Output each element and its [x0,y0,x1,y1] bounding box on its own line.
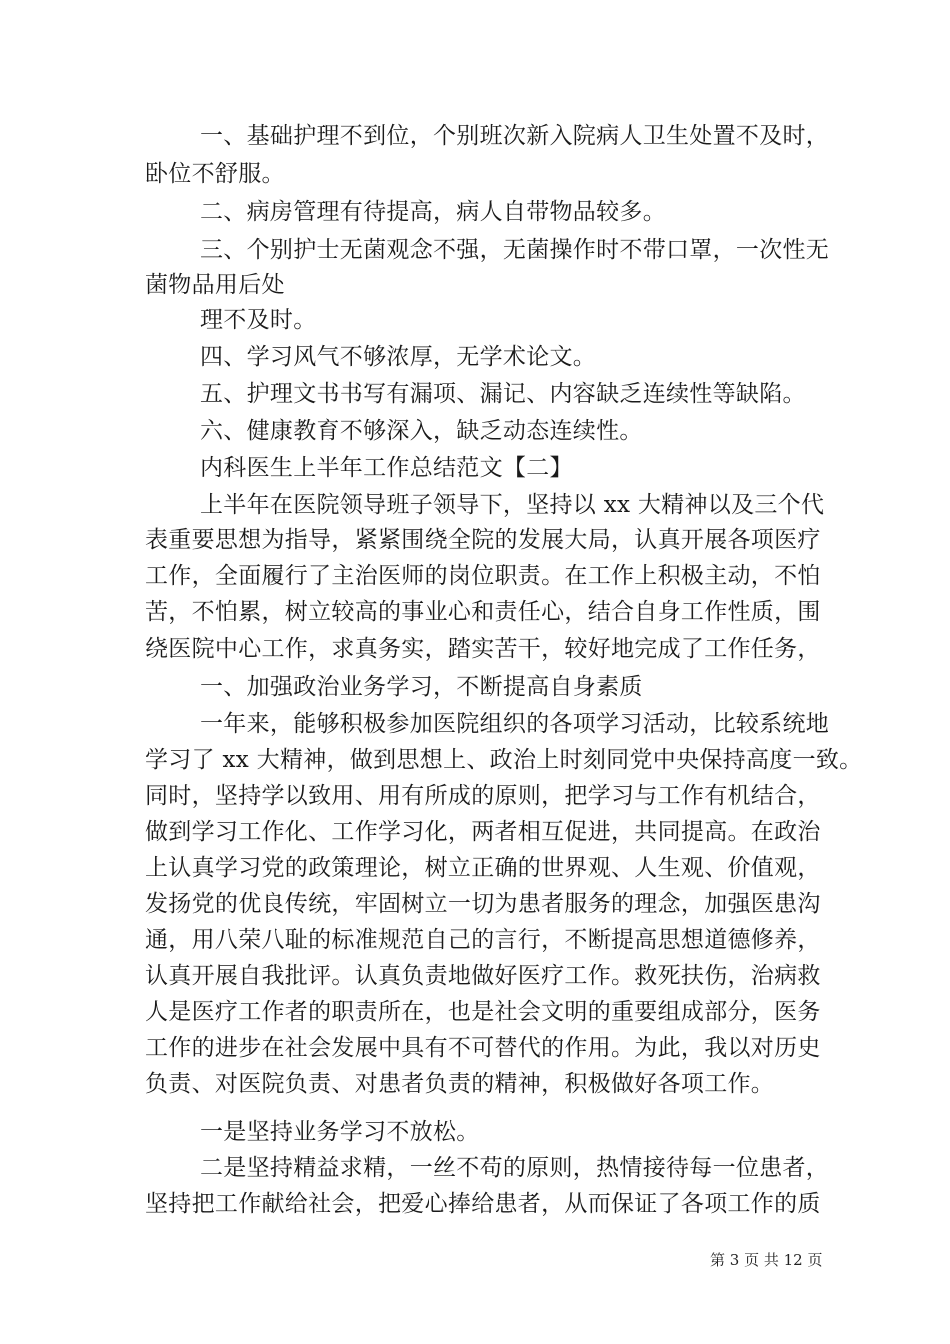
paragraph-line: 二、病房管理有待提高，病人自带物品较多。 [200,199,666,225]
paragraph-line: 一年来，能够积极参加医院组织的各项学习活动，比较系统地 [200,711,830,737]
paragraph-line: 负责、对医院负责、对患者负责的精神，积极做好各项工作。 [145,1071,775,1097]
paragraph-line: 二是坚持精益求精，一丝不苟的原则，热情接待每一位患者， [200,1155,830,1181]
paragraph-line: 做到学习工作化、工作学习化，两者相互促进，共同提高。在政治 [145,819,821,845]
paragraph-line: 工作的进步在社会发展中具有不可替代的作用。为此，我以对历史 [145,1035,821,1061]
paragraph-line: 人是医疗工作者的职责所在，也是社会文明的重要组成部分，医务 [145,999,821,1025]
paragraph-line: 认真开展自我批评。认真负责地做好医疗工作。救死扶伤，治病救 [145,963,821,989]
paragraph-line: 一、基础护理不到位，个别班次新入院病人卫生处置不及时， [200,123,830,149]
paragraph-line: 工作，全面履行了主治医师的岗位职责。在工作上积极主动，不怕 [145,563,821,589]
paragraph-line: 绕医院中心工作，求真务实，踏实苦干，较好地完成了工作任务， [145,636,821,662]
paragraph-line: 六、健康教育不够深入，缺乏动态连续性。 [200,418,643,444]
paragraph-line: 上半年在医院领导班子领导下，坚持以 xx 大精神以及三个代 [200,492,825,518]
paragraph-line: 发扬党的优良传统，牢固树立一切为患者服务的理念，加强医患沟 [145,891,821,917]
paragraph-line: 理不及时。 [200,307,317,333]
paragraph-line: 卧位不舒服。 [145,161,285,187]
paragraph-line: 表重要思想为指导，紧紧围绕全院的发展大局，认真开展各项医疗 [145,527,821,553]
paragraph-line: 五、护理文书书写有漏项、漏记、内容缺乏连续性等缺陷。 [200,381,806,407]
section-heading: 内科医生上半年工作总结范文【二】 [200,455,573,481]
paragraph-line: 坚持把工作献给社会，把爱心捧给患者，从而保证了各项工作的质 [145,1191,821,1217]
paragraph-line: 上认真学习党的政策理论，树立正确的世界观、人生观、价值观， [145,855,821,881]
paragraph-line: 通，用八荣八耻的标准规范自己的言行，不断提高思想道德修养， [145,927,821,953]
paragraph-line: 学习了 xx 大精神，做到思想上、政治上时刻同党中央保持高度一致。 [145,747,863,773]
paragraph-line: 同时，坚持学以致用、用有所成的原则，把学习与工作有机结合， [145,783,821,809]
paragraph-line: 菌物品用后处 [145,272,285,298]
paragraph-line: 四、学习风气不够浓厚，无学术论文。 [200,344,597,370]
section-heading: 一、加强政治业务学习，不断提高自身素质 [200,674,643,700]
page-number: 第 3 页 共 12 页 [710,1251,823,1269]
paragraph-line: 三、个别护士无菌观念不强，无菌操作时不带口罩，一次性无 [200,237,830,263]
paragraph-line: 一是坚持业务学习不放松。 [200,1119,480,1145]
paragraph-line: 苦，不怕累，树立较高的事业心和责任心，结合自身工作性质，围 [145,599,821,625]
